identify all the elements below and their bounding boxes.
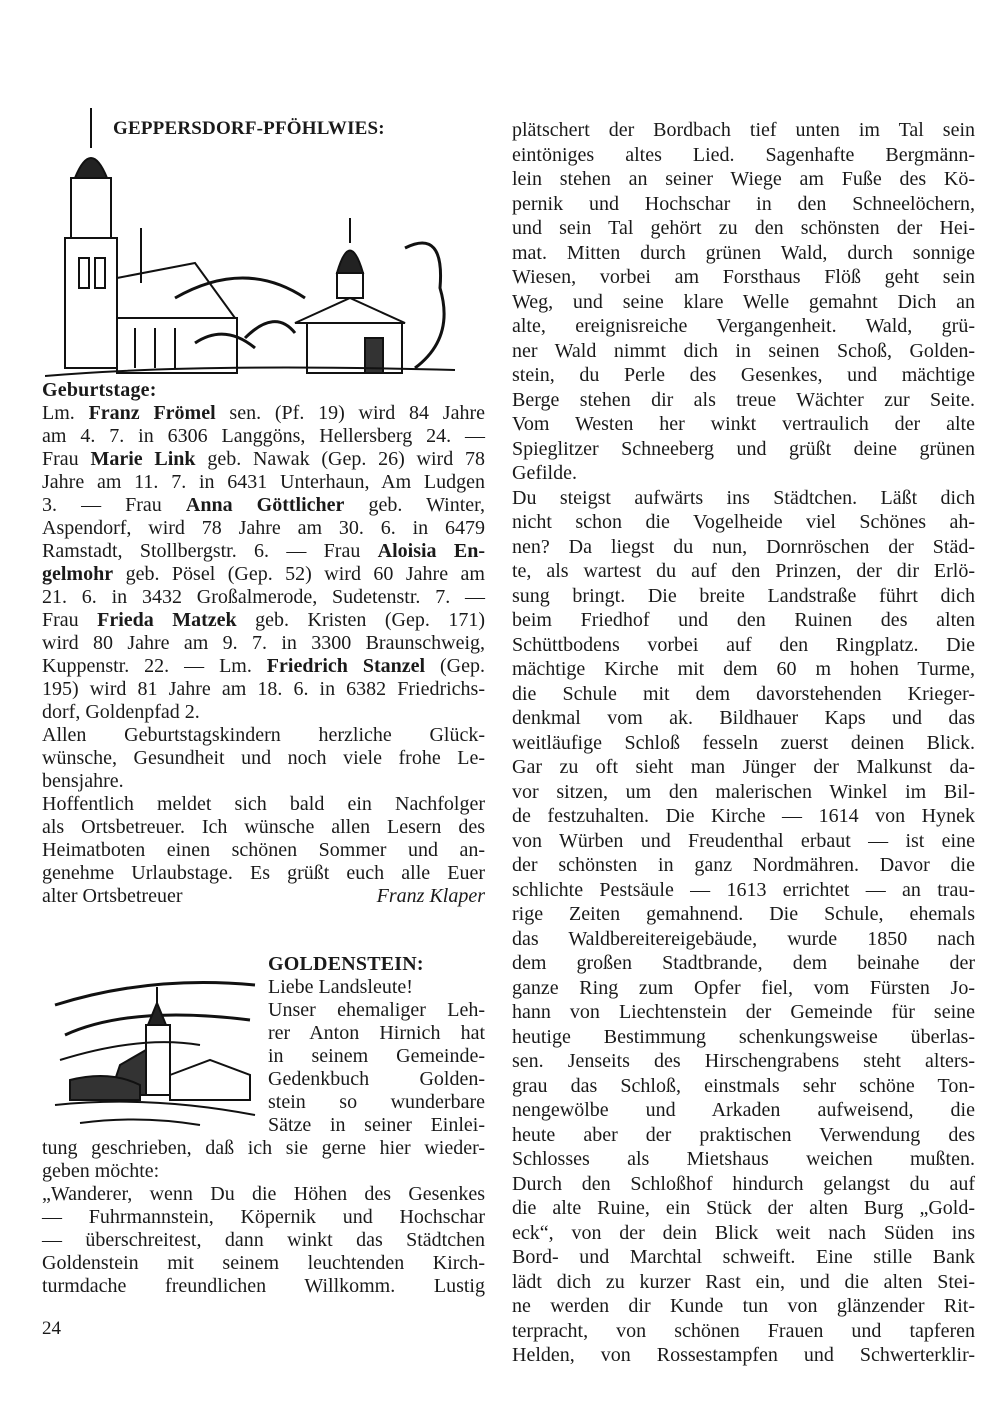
text-line [512,927,975,952]
text-segment: alte, ereignisreiche Vergangenheit. Wald, grü- [512,315,975,337]
text-segment: eintöniges altes Lied. Sagenhafte Bergmänn- [512,143,975,166]
text-line [512,584,975,609]
birthdays-heading: Geburtstage: [42,379,157,401]
text-segment: Schüttbodens vorbei auf den Ringplatz. Die [512,633,975,656]
text-line [512,1319,975,1344]
text-line [42,701,485,724]
bold-name: Anna Göttlicher [185,494,345,516]
text-segment: genehme Urlaubstage. Es grüßt euch alle Euer [42,862,485,884]
text-segment: Unser ehemaliger Leh- [268,999,485,1021]
text-line [512,510,975,535]
text-segment: Bord- und Marchtal schweift. Eine stille Bank [512,1246,975,1268]
text-line [512,1123,975,1148]
section-title-goldenstein: GOLDENSTEIN: [268,953,424,975]
goldenstein-illustration [50,975,262,1130]
text-line [42,448,485,471]
text-segment: tung geschrieben, daß ich sie gerne hier wieder- [42,1137,485,1159]
text-segment: stein so wunderbare [268,1091,485,1113]
text-segment: Liebe Landsleute! [268,976,413,998]
text-line [42,747,485,770]
text-line [512,951,975,976]
text-segment: bensjahre. [42,770,124,792]
closing-line [42,885,485,908]
text-segment: geben möchte: [42,1160,160,1182]
text-segment: eck“, von der dein Blick weit nach Süden ins [512,1221,975,1244]
text-segment: turmdache freundlichen Willkomm. Lustig [42,1275,485,1297]
text-line [42,563,485,586]
closing-text: alter Ortsbetreuer [42,885,183,907]
text-segment: Allen Geburtstagskindern herzliche Glück- [42,724,485,746]
text-line [512,1294,975,1319]
bold-name: gelmohr [42,563,114,585]
text-segment: schlichte Pestsäule — 1613 errichtet — an trau- [512,878,975,901]
text-line [42,839,485,862]
text-line [42,517,485,540]
text-line [42,1206,485,1229]
text-line [42,425,485,448]
text-line [512,706,975,731]
text-segment: geb. Nawak (Gep. 26) wird 78 [195,448,485,470]
text-segment: plätschert der Bordbach tief unten im Tal sein [512,119,975,141]
text-line [42,1252,485,1275]
text-line [512,559,975,584]
text-line [42,632,485,655]
page-number: 24 [42,1318,61,1339]
text-segment: Aspendorf, wird 78 Jahre am 30. 6. in 6479 [42,517,485,539]
text-line [512,265,975,290]
text-line [512,1098,975,1123]
text-segment: — überschreitest, dann winkt das Städtchen [42,1229,485,1251]
text-segment: (Gep. [425,655,485,677]
text-segment: 21. 6. in 3432 Großalmerode, Sudetenstr. 7. — [42,586,485,608]
bold-name: Franz Frömel [88,402,216,424]
text-segment: Heimatboten einen schönen Sommer und an- [42,839,485,861]
text-line [42,862,485,885]
text-segment: Weg, und seine klare Welle gemahnt Dich an [512,290,975,313]
text-segment: ne werden dir Kunde tun von glänzender Rit- [512,1295,975,1317]
text-segment: terpracht, von schönen Frauen und tapferen [512,1319,975,1342]
text-line [512,339,975,364]
text-line [42,724,485,747]
text-line [512,216,975,241]
text-line [512,829,975,854]
text-line [512,976,975,1001]
text-segment: Gar zu oft sieht man Jünger der Malkunst da- [512,756,975,778]
text-segment: Berge stehen dir als treue Wächter zur Seite. [512,388,975,411]
text-line [512,1172,975,1197]
text-line [42,816,485,839]
text-segment: wünsche, Gesundheit und noch viele frohe Le- [42,747,485,769]
text-line [512,437,975,462]
text-segment: rer Anton Hirnich hat [268,1022,485,1044]
text-segment: grau das Schloß, einstmals sehr schöne Ton- [512,1074,975,1097]
text-line [512,1049,975,1074]
text-line [512,143,975,168]
text-line [512,290,975,315]
right-column-text [512,118,975,1368]
text-segment: Lm. [42,402,89,424]
left-column-birthdays [42,379,485,908]
text-line [512,314,975,339]
text-line [42,402,485,425]
text-line [42,586,485,609]
text-line [512,657,975,682]
text-line [42,540,485,563]
text-segment: Frau [42,609,98,631]
text-segment: am 4. 7. in 6306 Langgöns, Hellersberg 24. — [42,425,485,447]
signature: Franz Klaper [376,885,485,907]
text-segment: Hoffentlich meldet sich bald ein Nachfolger [42,793,485,815]
text-line [512,804,975,829]
text-line [512,755,975,780]
text-line [512,780,975,805]
text-line [512,902,975,927]
text-segment: geb. Winter, [344,494,485,516]
right-column-paragraphs [512,118,975,1368]
church-illustration [45,108,465,383]
text-line [512,1221,975,1246]
text-line [512,192,975,217]
text-segment: stein, du Perle des Gesenkes, und mächtige [512,364,975,386]
text-line [42,678,485,701]
text-line [512,167,975,192]
text-segment: rige Zeiten gemahnend. Die Schule, ehemals [512,903,975,925]
text-segment: Wiesen, vorbei am Forsthaus Flöß geht sein [512,266,975,288]
text-line [42,770,485,793]
bold-name: Aloisia En- [377,540,485,562]
text-line [268,1022,485,1045]
goldenstein-indented-text [268,976,485,1137]
text-segment: — Fuhrmannstein, Köpernik und Hochschar [42,1206,485,1228]
text-segment: beim Friedhof und den Ruinen des alten [512,609,975,631]
text-segment: Frau [42,448,91,470]
text-segment: de festzuhalten. Die Kirche — 1614 von Hynek [512,805,975,827]
text-segment: Schlosses als Mietshaus weichen mußten. [512,1148,975,1170]
bold-name: Frieda Matzek [97,609,237,631]
text-segment: Durch den Schloßhof hindurch gelangst du auf [512,1172,975,1195]
text-segment: mat. Mitten durch grünen Wald, durch sonnige [512,241,975,264]
text-line [42,793,485,816]
text-segment: die Schule mit dem davorstehenden Krieger- [512,682,975,705]
text-segment: vor sitzen, um den malerischen Winkel im Bil- [512,780,975,803]
text-line [512,853,975,878]
text-segment: in seinem Gemeinde- [268,1045,485,1067]
text-segment: die alte Ruine, ein Stück der alten Burg „Gold- [512,1197,975,1219]
text-segment: sen. (Pf. 19) wird 84 Jahre [215,402,485,424]
text-segment: als Ortsbetreuer. Ich wünsche allen Lesern des [42,816,485,838]
text-segment: lädt dich zu kurzer Rast ein, und die alten Stei- [512,1270,975,1293]
text-segment: denkmal vom ak. Bildhauer Kaps und das [512,707,975,729]
text-line [512,1074,975,1099]
text-segment: Helden, von Rossestampfen und Schwerterklir- [512,1344,975,1366]
text-line [512,1147,975,1172]
text-line [512,486,975,511]
text-line [42,1229,485,1252]
text-line [512,682,975,707]
text-line [512,1000,975,1025]
text-line [512,633,975,658]
text-segment: lein stehen an seiner Wiege am Fuße des Kö- [512,168,975,190]
left-column-goldenstein-intro [268,953,485,1137]
text-line [42,471,485,494]
text-segment: Goldenstein mit seinem leuchtenden Kirch- [42,1252,485,1274]
text-line [268,1045,485,1068]
text-segment: sung bringt. Die breite Landstraße führt dich [512,584,975,607]
text-line [512,1270,975,1295]
text-line [42,609,485,632]
text-line [268,999,485,1022]
text-segment: Sätze in seiner Einlei- [268,1114,485,1136]
text-line [512,1025,975,1050]
text-line [268,976,485,999]
text-segment: 195) wird 81 Jahre am 18. 6. in 6382 Friedrichs- [42,678,485,700]
text-line [42,1275,485,1298]
text-segment: Spieglitzer Schneeberg und grüßt deine grünen [512,437,975,460]
text-segment: dem großen Stadtbrande, dem beinahe der [512,952,975,974]
text-line [512,1245,975,1270]
text-line [512,118,975,143]
bold-name: Marie Link [90,448,196,470]
text-segment: Ramstadt, Stollbergstr. 6. — Frau [42,540,378,562]
text-line [42,655,485,678]
text-segment: 3. — Frau [42,494,186,516]
goldenstein-full-text [42,1137,485,1298]
text-segment: nengewölbe und Arkaden aufweisend, die [512,1099,975,1121]
text-segment: Jahre am 11. 7. in 6431 Unterhaun, Am Ludgen [42,471,485,493]
text-segment: der schönsten in ganz Nordmähren. Davor die [512,854,975,876]
text-line [268,1068,485,1091]
text-segment: pernik und Hochschar in den Schneelöchern, [512,192,975,215]
text-segment: Du steigst aufwärts ins Städtchen. Läßt dich [512,486,975,509]
text-line [512,535,975,560]
text-line [512,1196,975,1221]
text-segment: „Wanderer, wenn Du die Höhen des Gesenkes [42,1183,485,1205]
text-segment: hann von Liechtenstein der Gemeinde für seine [512,1001,975,1023]
text-segment: wird 80 Jahre am 9. 7. in 3300 Braunschweig, [42,632,485,654]
text-line [512,388,975,413]
text-line [42,494,485,517]
text-line [512,731,975,756]
text-segment: Vom Westen her winkt vertraulich der alte [512,413,975,435]
text-segment: geb. Kristen (Gep. 171) [236,609,485,631]
text-line [512,608,975,633]
bold-name: Friedrich Stanzel [266,655,426,677]
text-line [512,1343,975,1368]
text-line [512,461,975,486]
left-column-goldenstein-text [42,1137,485,1298]
text-segment: Gefilde. [512,462,577,484]
text-segment: mächtige Kirche mit dem 60 m hohen Turme, [512,658,975,680]
text-line [42,1160,485,1183]
text-segment: nen? Da liegst du nun, Dornröschen der Städ- [512,535,975,558]
text-segment: weitläufige Schloß fesseln zuerst deinen Blick. [512,731,975,754]
text-line [42,1183,485,1206]
text-line [268,1091,485,1114]
text-segment: dorf, Goldenpfad 2. [42,701,200,723]
text-segment: von Würben und Freudenthal erbaut — ist eine [512,829,975,852]
text-line [268,1114,485,1137]
text-line [512,412,975,437]
text-segment: nicht schon die Vogelheide viel Schönes ah- [512,511,975,533]
birthday-paragraphs [42,402,485,885]
text-line [42,1137,485,1160]
text-segment: sen. Jenseits des Hirschengrabens steht alters- [512,1050,975,1072]
text-segment: das Waldbereitereigebäude, wurde 1850 nach [512,927,975,950]
text-segment: Kuppenstr. 22. — Lm. [42,655,267,677]
text-segment: te, als wartest du auf den Prinzen, der dir Erlö- [512,560,975,582]
text-line [512,363,975,388]
text-segment: geb. Pösel (Gep. 52) wird 60 Jahre am [113,563,485,585]
text-segment: und sein Tal gehört zu den schönsten der Hei- [512,217,975,239]
text-segment: heutige Bestimmung schenkungsweise überlas- [512,1025,975,1048]
section-title-geppersdorf: GEPPERSDORF-PFÖHLWIES: [113,118,385,139]
text-segment: ganze Ring zum Opfer fiel, vom Fürsten Jo- [512,976,975,999]
text-line [512,878,975,903]
text-segment: ner Wald nimmt dich in seinen Schoß, Golden- [512,339,975,362]
text-segment: heute aber der praktischen Verwendung des [512,1123,975,1146]
text-line [512,241,975,266]
text-segment: Gedenkbuch Golden- [268,1068,485,1090]
